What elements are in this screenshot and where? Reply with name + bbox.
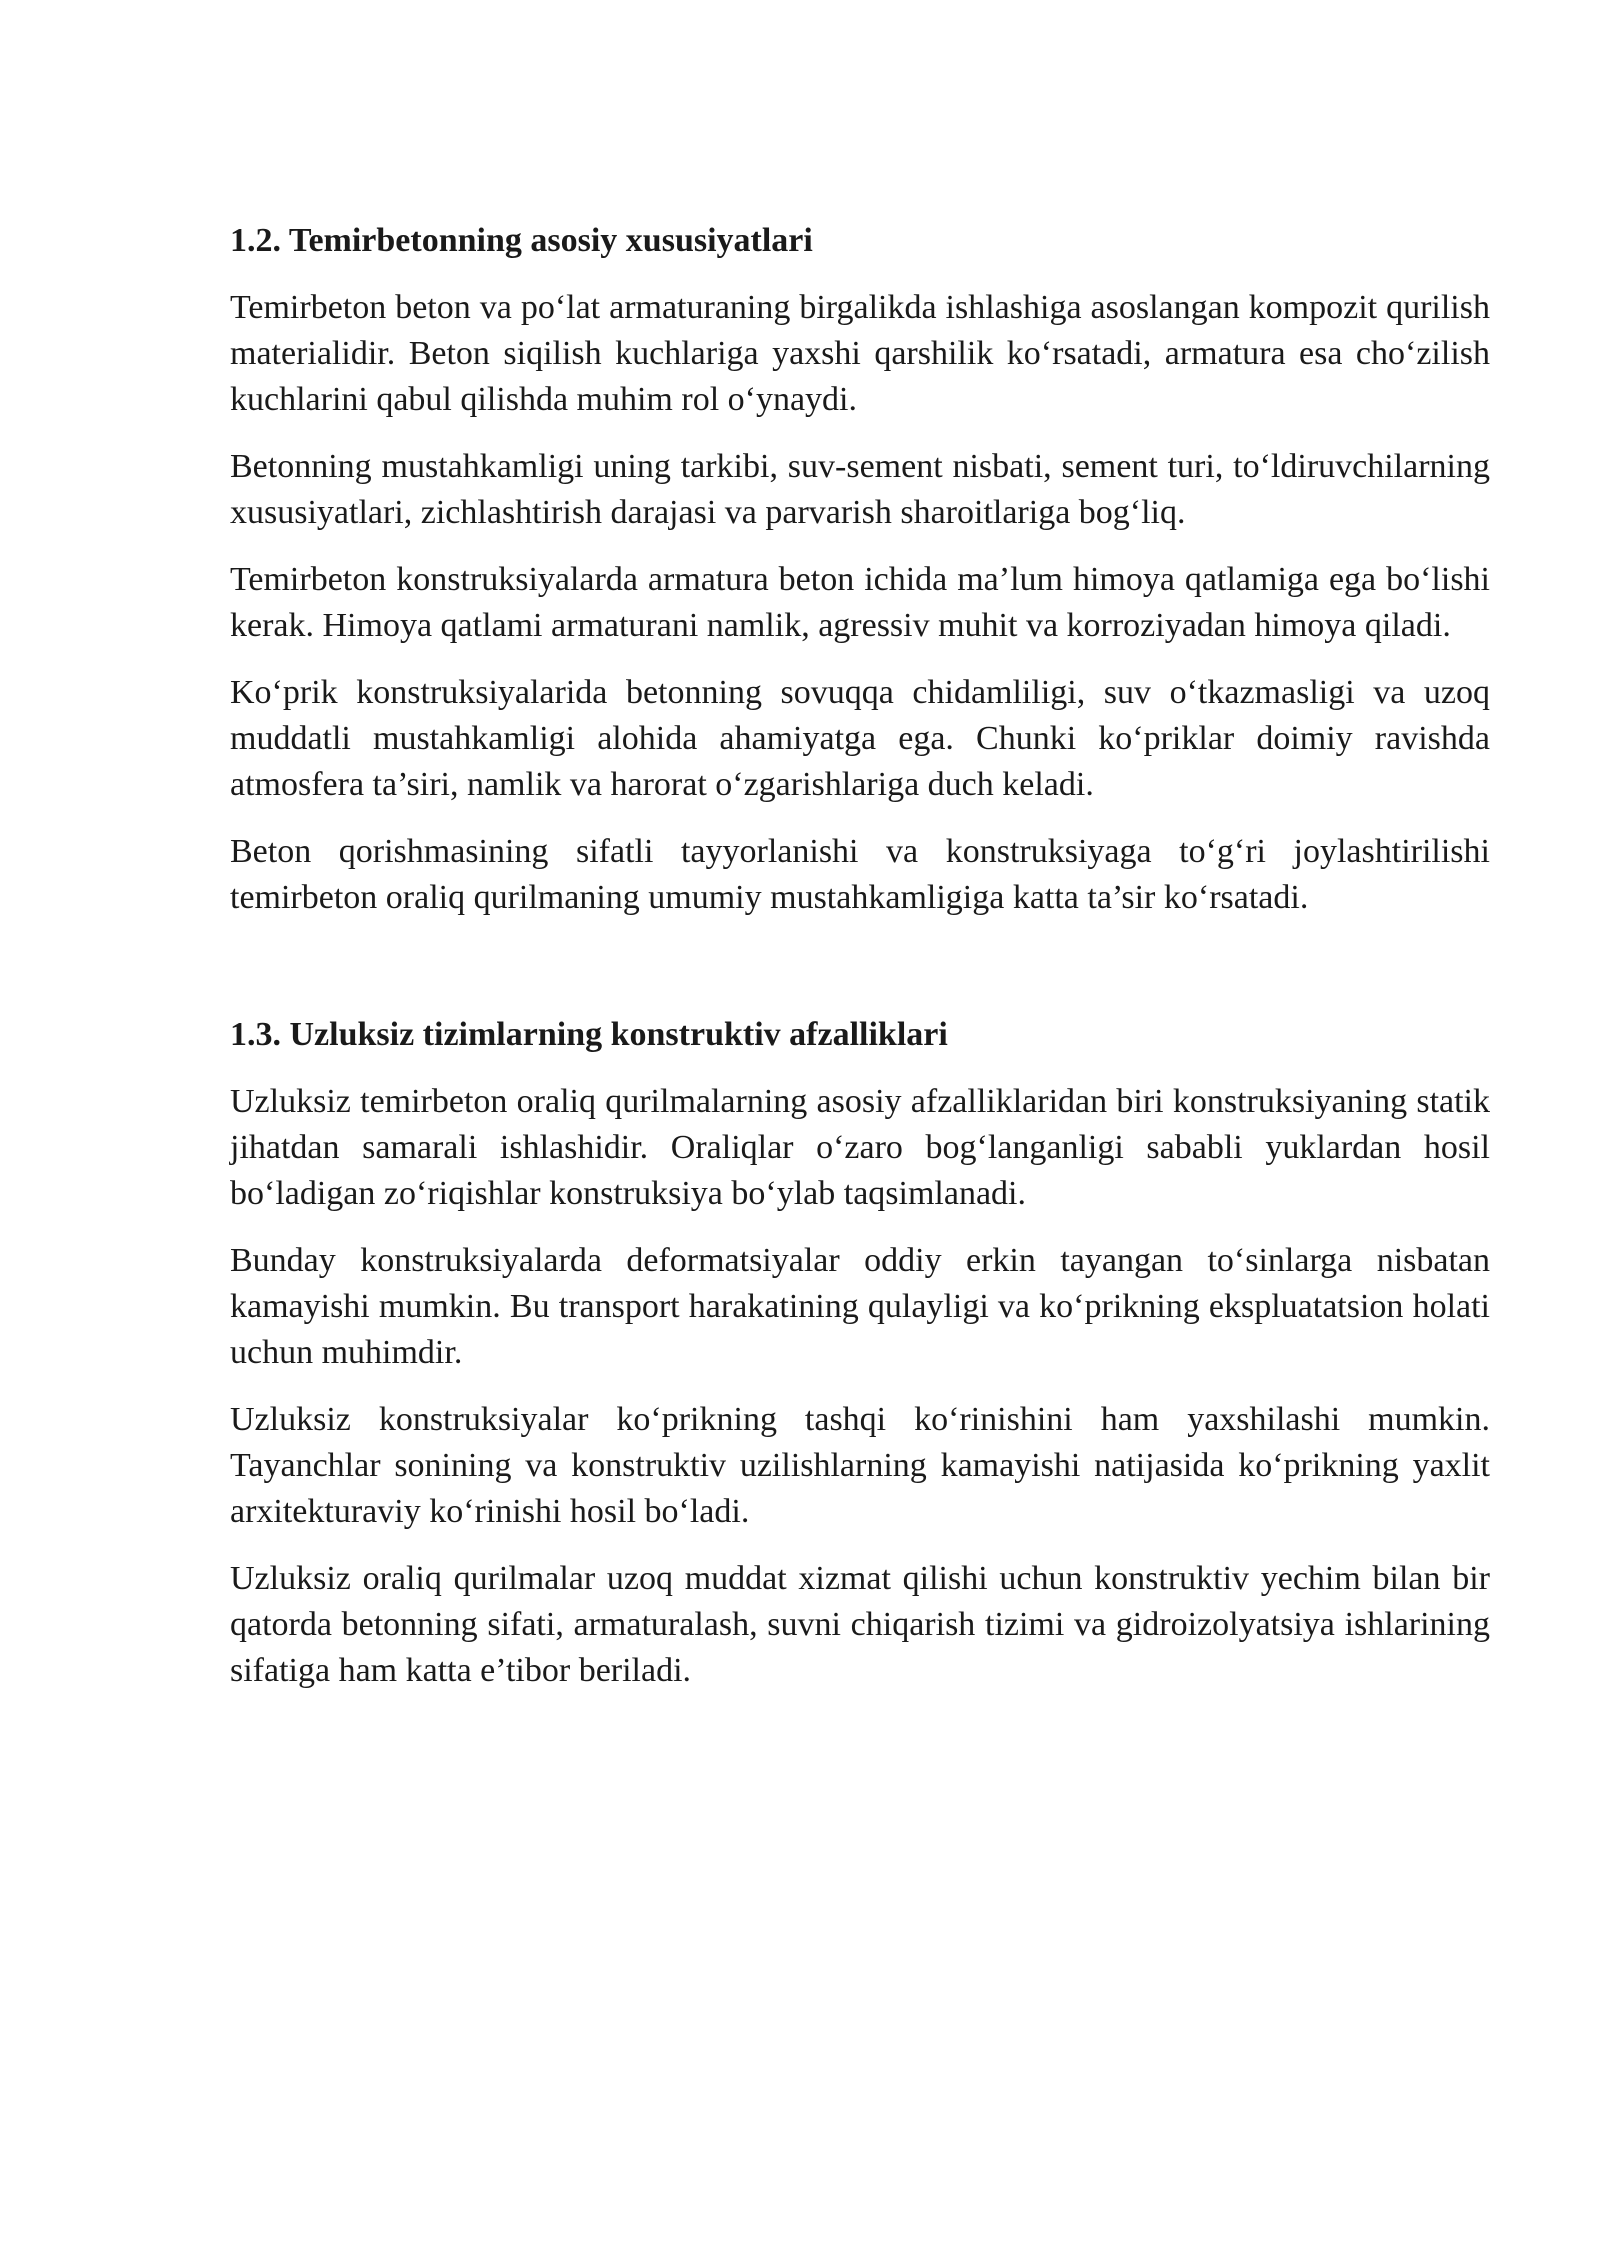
- document-body: [230, 218, 1490, 1715]
- paragraph: Uzluksiz oraliq qurilmalar uzoq muddat xizmat qilishi uchun konstruktiv yechim bilan bir qatorda betonning sifati, armaturalash, suvni chiqarish tizimi va gidroizolyatsiya ishlarining sifatiga ham katta e’tibor beriladi.: [230, 1560, 1490, 1689]
- paragraph: Uzluksiz temirbeton oraliq qurilmalarning asosiy afzalliklaridan biri konstruksiyaning statik jihatdan samarali ishlashidir. Oraliqlar o‘zaro bog‘langanligi sababli yuklardan hosil bo‘ladigan zo‘riqishlar konstruksiya bo‘ylab taqsimlanadi.: [230, 1083, 1490, 1212]
- section-1-3: [230, 1012, 1490, 1694]
- section-spacer: [230, 942, 1490, 1012]
- section-1-2: [230, 218, 1490, 921]
- paragraph: Temirbeton beton va po‘lat armaturaning birgalikda ishlashiga asoslangan kompozit qurilish materialidir. Beton siqilish kuchlariga yaxshi qarshilik ko‘rsatadi, armatura esa cho‘zilish kuchlarini qabul qilishda muhim rol o‘ynaydi.: [230, 289, 1490, 418]
- section-title: 1.3. Uzluksiz tizimlarning konstruktiv afzalliklari: [230, 1016, 948, 1053]
- paragraph: Betonning mustahkamligi uning tarkibi, suv-sement nisbati, sement turi, to‘ldiruvchilarning xususiyatlari, zichlashtirish darajasi va parvarish sharoitlariga bog‘liq.: [230, 448, 1490, 531]
- paragraph: Beton qorishmasining sifatli tayyorlanishi va konstruksiyaga to‘g‘ri joylashtirilishi temirbeton oraliq qurilmaning umumiy mustahkamligiga katta ta’sir ko‘rsatadi.: [230, 833, 1490, 916]
- section-title: 1.2. Temirbetonning asosiy xususiyatlari: [230, 222, 813, 259]
- paragraph: Bunday konstruksiyalarda deformatsiyalar oddiy erkin tayangan to‘sinlarga nisbatan kamayishi mumkin. Bu transport harakatining qulayligi va ko‘prikning ekspluatatsion holati uchun muhimdir.: [230, 1242, 1490, 1371]
- paragraph: Ko‘prik konstruksiyalarida betonning sovuqqa chidamliligi, suv o‘tkazmasligi va uzoq muddatli mustahkamligi alohida ahamiyatga ega. Chunki ko‘priklar doimiy ravishda atmosfera ta’siri, namlik va harorat o‘zgarishlariga duch keladi.: [230, 674, 1490, 803]
- paragraph: Temirbeton konstruksiyalarda armatura beton ichida ma’lum himoya qatlamiga ega bo‘lishi kerak. Himoya qatlami armaturani namlik, agressiv muhit va korroziyadan himoya qiladi.: [230, 561, 1490, 644]
- paragraph: Uzluksiz konstruksiyalar ko‘prikning tashqi ko‘rinishini ham yaxshilashi mumkin. Tayanchlar sonining va konstruktiv uzilishlarning kamayishi natijasida ko‘prikning yaxlit arxitekturaviy ko‘rinishi hosil bo‘ladi.: [230, 1401, 1490, 1530]
